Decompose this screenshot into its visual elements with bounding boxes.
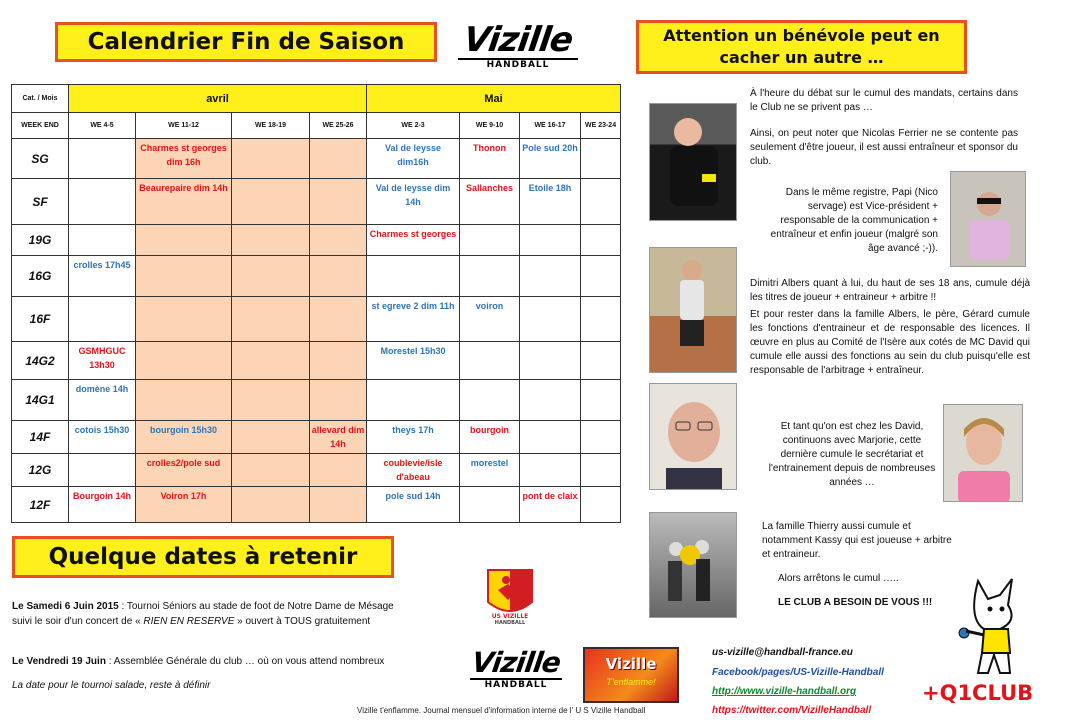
empty-cell: [460, 342, 520, 380]
article-p5: Et pour rester dans la famille Albers, le père, Gérard cumule les fonctions d'entraineur et de responsable des licences. Il œuvre en plus au Comité de l'Isère aux cotés de MC David qui cumule elle aussi des fonctions au sein du club puisqu'elle est responsable de l'arbitrage + entraîneur.: [750, 309, 1030, 376]
empty-cell: [520, 225, 581, 256]
empty-cell: [232, 342, 310, 380]
calendar-row: [12, 487, 621, 523]
logo-wordmark: Vizille: [461, 20, 575, 60]
category-label: 14G1: [12, 380, 69, 421]
empty-cell: [69, 179, 136, 225]
match-cell: domène 14h: [69, 380, 136, 421]
empty-cell: [581, 225, 621, 256]
marjorie-photo-icon: [944, 405, 1023, 502]
referee-photo-icon: [650, 104, 737, 221]
empty-cell: [581, 421, 621, 454]
match-cell: crolles2/pole sud: [136, 454, 232, 487]
match-cell: Bourgoin 14h: [69, 487, 136, 523]
date-1-band: RIEN EN RESERVE: [143, 616, 235, 627]
date-item-1: [12, 599, 397, 629]
category-label: 14G2: [12, 342, 69, 380]
match-cell: bourgoin: [460, 421, 520, 454]
week-header: WE 18-19: [232, 113, 310, 139]
empty-cell: [520, 297, 581, 342]
vizille-handball-logo: [458, 22, 578, 70]
empty-cell: [581, 454, 621, 487]
calendar-row: [12, 342, 621, 380]
twitter-link[interactable]: https://twitter.com/VizilleHandball: [712, 705, 872, 716]
date-1-text: : Tournoi Séniors au stade de foot de Notre Dame de Mésage suivi le soir d'un concert de «: [12, 601, 394, 627]
category-label: 19G: [12, 225, 69, 256]
empty-cell: [232, 380, 310, 421]
match-cell: Voiron 17h: [136, 487, 232, 523]
papi-photo-icon: [951, 172, 1026, 267]
match-cell: st egreve 2 dim 11h: [367, 297, 460, 342]
player-photo-icon: [650, 248, 737, 373]
empty-cell: [310, 342, 367, 380]
week-header: WE 25-26: [310, 113, 367, 139]
logo-subtitle: HANDBALL: [458, 58, 578, 70]
empty-cell: [310, 454, 367, 487]
calendar-row: [12, 297, 621, 342]
week-header: WE 2-3: [367, 113, 460, 139]
empty-cell: [520, 342, 581, 380]
match-cell: morestel: [460, 454, 520, 487]
empty-cell: [460, 225, 520, 256]
month-may: Mai: [367, 85, 621, 113]
empty-cell: [460, 380, 520, 421]
match-cell: Pole sud 20h: [520, 139, 581, 179]
calendar-row: [12, 225, 621, 256]
empty-cell: [520, 454, 581, 487]
empty-cell: [310, 487, 367, 523]
calendar-title: Calendrier Fin de Saison: [55, 22, 437, 62]
empty-cell: [232, 139, 310, 179]
email-link[interactable]: us-vizille@handball-france.eu: [712, 647, 853, 658]
empty-cell: [581, 256, 621, 297]
article-p8: Alors arrêtons le cumul …..: [778, 573, 899, 584]
empty-cell: [310, 225, 367, 256]
match-cell: GSMHGUC 13h30: [69, 342, 136, 380]
match-cell: coublevie/isle d'abeau: [367, 454, 460, 487]
portrait-photo-icon: [650, 384, 737, 490]
empty-cell: [232, 179, 310, 225]
category-label: 14F: [12, 421, 69, 454]
empty-cell: [136, 342, 232, 380]
category-label: SF: [12, 179, 69, 225]
empty-cell: [310, 380, 367, 421]
date-1-when: Le Samedi 6 Juin 2015: [12, 601, 119, 612]
month-header-row: [12, 85, 621, 113]
match-cell: Val de leysse dim 14h: [367, 179, 460, 225]
empty-cell: [520, 256, 581, 297]
empty-cell: [581, 139, 621, 179]
q1club-label: +Q1CLUB: [922, 681, 1034, 705]
attention-title: Attention un bénévole peut en cacher un autre …: [636, 20, 967, 74]
calendar-row: [12, 179, 621, 225]
article-p2: Ainsi, on peut noter que Nicolas Ferrier ne se contente pas seulement d'être joueur, il est aussi entraîneur et sponsor du club.: [750, 128, 1018, 167]
date-item-3: La date pour le tournoi salade, reste à définir: [12, 680, 211, 691]
empty-cell: [367, 256, 460, 297]
photo-nicolas-ferrier: [649, 103, 737, 221]
empty-cell: [367, 380, 460, 421]
empty-cell: [69, 225, 136, 256]
match-cell: Charmes st georges dim 16h: [136, 139, 232, 179]
category-label: 16G: [12, 256, 69, 297]
category-label: SG: [12, 139, 69, 179]
match-cell: voiron: [460, 297, 520, 342]
date-1-end: » ouvert à TOUS gratuitement: [234, 616, 371, 627]
match-cell: Thonon: [460, 139, 520, 179]
logo-subtitle-bottom: HANDBALL: [470, 678, 562, 690]
empty-cell: [310, 297, 367, 342]
month-april: avril: [69, 85, 367, 113]
empty-cell: [232, 297, 310, 342]
logo-wordmark-bottom: Vizille: [469, 646, 563, 679]
category-label: 12G: [12, 454, 69, 487]
match-cell: allevard dim 14h: [310, 421, 367, 454]
category-label: 16F: [12, 297, 69, 342]
match-cell: Etoile 18h: [520, 179, 581, 225]
empty-cell: [232, 421, 310, 454]
week-header: WE 11-12: [136, 113, 232, 139]
badge-bottom-text: HANDBALL: [494, 620, 526, 624]
empty-cell: [581, 297, 621, 342]
team-photo-icon: [650, 513, 737, 618]
empty-cell: [310, 179, 367, 225]
date-item-2: [12, 655, 412, 669]
week-header: WE 9-10: [460, 113, 520, 139]
empty-cell: [232, 256, 310, 297]
empty-cell: [69, 139, 136, 179]
photo-papi: [950, 171, 1026, 267]
match-cell: Sallanches: [460, 179, 520, 225]
calendar-row: [12, 139, 621, 179]
empty-cell: [232, 225, 310, 256]
photo-kassy-thierry: [649, 512, 737, 618]
date-2-when: Le Vendredi 19 Juin: [12, 656, 106, 667]
empty-cell: [232, 454, 310, 487]
empty-cell: [136, 380, 232, 421]
calendar-table: [11, 84, 621, 523]
match-cell: crolles 17h45: [69, 256, 136, 297]
poster-subtitle: T'enflamme!: [606, 677, 656, 687]
website-link[interactable]: http://www.vizille-handball.org: [712, 686, 857, 697]
article-p1: À l'heure du débat sur le cumul des mandats, certains dans le Club ne se privent pas …: [750, 88, 1018, 113]
match-cell: Val de leysse dim16h: [367, 139, 460, 179]
match-cell: cotois 15h30: [69, 421, 136, 454]
week-header: WE 23-24: [581, 113, 621, 139]
match-cell: Morestel 15h30: [367, 342, 460, 380]
calendar-row: [12, 380, 621, 421]
match-cell: pole sud 14h: [367, 487, 460, 523]
category-label: 12F: [12, 487, 69, 523]
empty-cell: [136, 256, 232, 297]
empty-cell: [460, 256, 520, 297]
calendar-row: [12, 421, 621, 454]
article-p7: La famille Thierry aussi cumule et notamment Kassy qui est joueuse + arbitre et entraineur.: [762, 521, 952, 560]
empty-cell: [232, 487, 310, 523]
calendar-row: [12, 256, 621, 297]
article-p3: Dans le même registre, Papi (Nico servage) est Vice-président + responsable de la communication + entraîneur et enfin joueur (malgré son âge avancé ;-)).: [770, 187, 938, 254]
poster-title: Vizille: [605, 655, 657, 673]
article-p6: Et tant qu'on est chez les David, continuons avec Marjorie, cette dernière cumule le secrétariat et l'entrainement depuis de nombreuses années …: [768, 421, 936, 488]
date-2-text: : Assemblée Générale du club … où on vous attend nombreux: [105, 656, 385, 667]
badge-top-text: US VIZILLE: [491, 613, 529, 620]
article-p4: Dimitri Albers quant à lui, du haut de ses 18 ans, cumule déjà les titres de joueur + entraineur + arbitre !!: [750, 278, 1030, 303]
cat-mois-header: Cat. / Mois: [12, 85, 69, 113]
footer-text: Vizille t'enflamme. Journal mensuel d'information interne de l' U S Vizille Handball: [357, 706, 646, 715]
photo-marjorie: [943, 404, 1023, 502]
calendar-row: [12, 454, 621, 487]
empty-cell: [460, 487, 520, 523]
vizille-tenflamme-poster: [583, 647, 679, 703]
dates-title: Quelque dates à retenir: [12, 536, 394, 578]
empty-cell: [581, 342, 621, 380]
empty-cell: [581, 380, 621, 421]
article-p9: LE CLUB A BESOIN DE VOUS !!!: [778, 597, 933, 608]
empty-cell: [69, 454, 136, 487]
week-header: WE 4-5: [69, 113, 136, 139]
match-cell: Charmes st georges: [367, 225, 460, 256]
empty-cell: [520, 421, 581, 454]
match-cell: bourgoin 15h30: [136, 421, 232, 454]
empty-cell: [69, 297, 136, 342]
empty-cell: [136, 297, 232, 342]
fox-mascot-icon: [948, 575, 1040, 680]
empty-cell: [310, 256, 367, 297]
week-end-header: WEEK END: [12, 113, 69, 139]
week-header-row: [12, 113, 621, 139]
vizille-handball-logo-bottom: [470, 648, 562, 690]
empty-cell: [520, 380, 581, 421]
photo-gerard-albers: [649, 383, 737, 490]
match-cell: theys 17h: [367, 421, 460, 454]
match-cell: pont de claix: [520, 487, 581, 523]
empty-cell: [310, 139, 367, 179]
match-cell: Beaurepaire dim 14h: [136, 179, 232, 225]
empty-cell: [136, 225, 232, 256]
empty-cell: [581, 487, 621, 523]
empty-cell: [581, 179, 621, 225]
week-header: WE 16-17: [520, 113, 581, 139]
photo-dimitri-albers: [649, 247, 737, 373]
us-vizille-badge: [482, 566, 538, 624]
facebook-link[interactable]: Facebook/pages/US-Vizille-Handball: [712, 667, 884, 678]
